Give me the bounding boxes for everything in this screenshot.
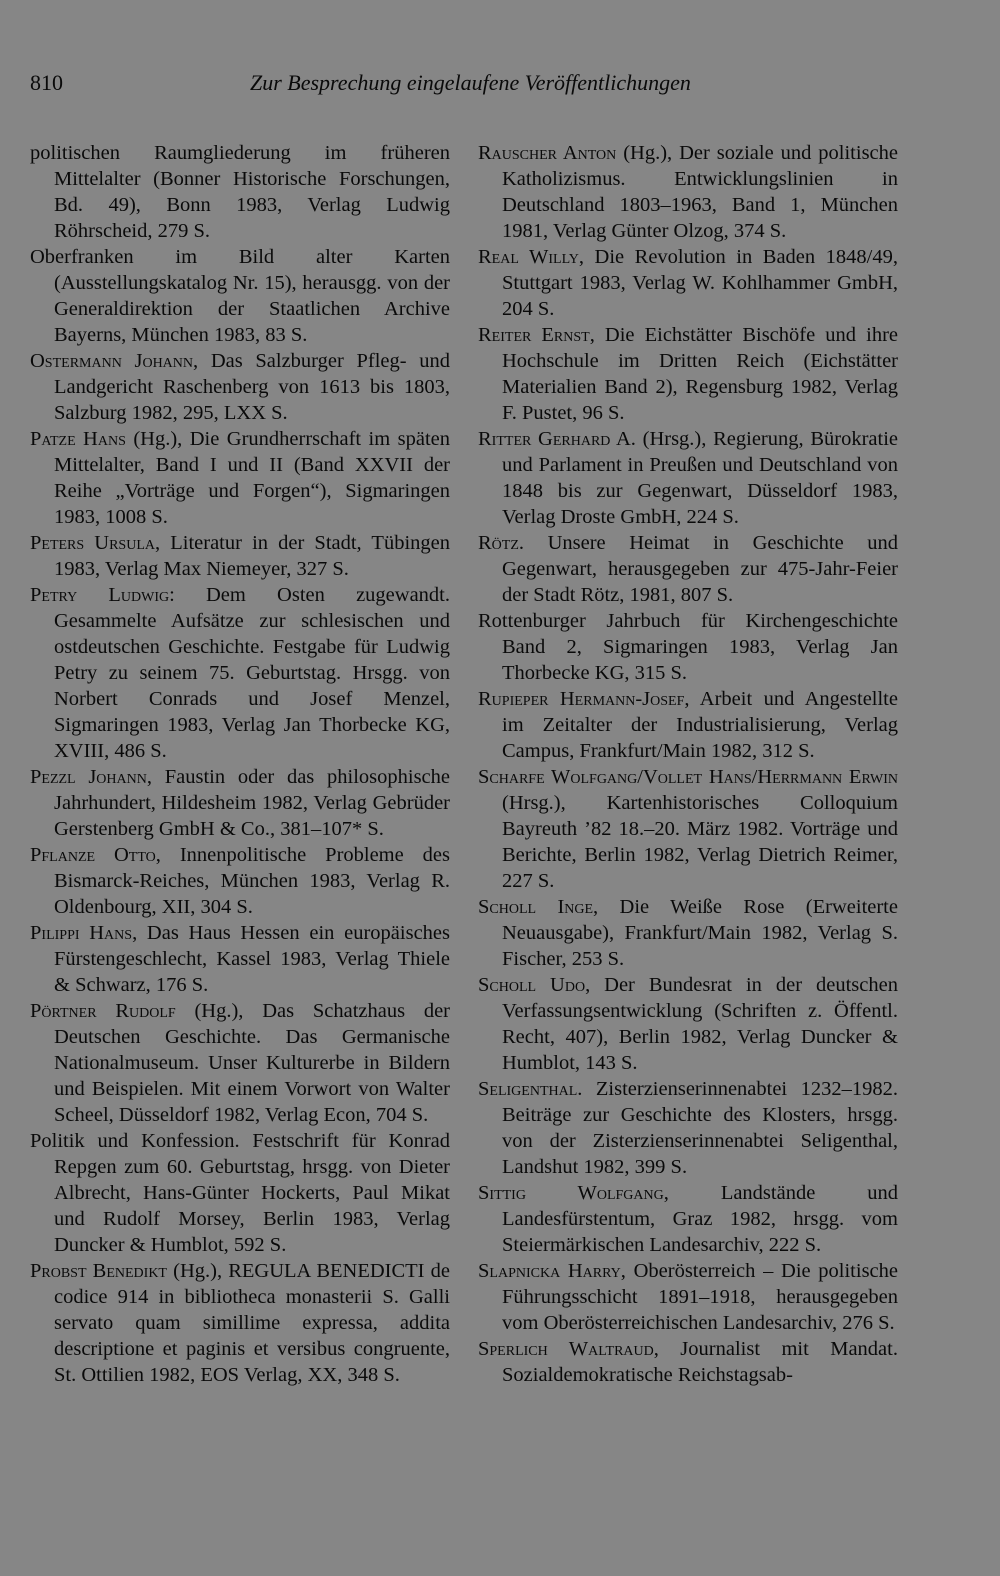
bibliography-entry <box>478 322 898 426</box>
bibliography-entry <box>478 894 898 972</box>
entry-author: Pilippi Hans <box>30 922 133 944</box>
entry-author: Ritter Gerhard <box>478 428 611 450</box>
entry-author: Pezzl Johann <box>30 766 147 788</box>
bibliography-entry <box>478 530 898 608</box>
entry-author: Probst Benedikt <box>30 1260 167 1282</box>
entry-text: , Die Eichstätter Bischöfe und ihre Hochschule im Dritten Reich (Eichstätter Materialien Band 2), Regensburg 1982, Verlag F. Pustet, 96 S. <box>502 324 898 424</box>
entry-author: Scholl Udo <box>478 974 586 996</box>
bibliography-entry <box>478 686 898 764</box>
entry-author: Pörtner Rudolf <box>30 1000 176 1022</box>
entry-text: (Hrsg.), Kartenhistorisches Colloquium Bayreuth ’82 18.–20. März 1982. Vorträge und Berichte, Berlin 1982, Verlag Dietrich Reimer, 227 S. <box>502 792 898 892</box>
bibliography-entry <box>30 348 450 426</box>
entry-author: Seligenthal <box>478 1078 578 1100</box>
entry-author: Real Willy <box>478 246 579 268</box>
entry-author: Rupieper Hermann-Josef <box>478 688 685 710</box>
bibliography-entry <box>30 920 450 998</box>
entry-text: Oberfranken im Bild alter Karten (Ausstellungskatalog Nr. 15), herausgg. von der Generaldirektion der Staatlichen Archive Bayerns, München 1983, 83 S. <box>30 246 450 346</box>
bibliography-entry <box>478 426 898 530</box>
entry-author: Scharfe Wolfgang/Vollet Hans/Herrmann Erwin <box>478 766 898 788</box>
entry-text: , Innenpolitische Probleme des Bismarck-Reiches, München 1983, Verlag R. Oldenbourg, XII, 304 S. <box>54 844 450 918</box>
bibliography-entry <box>30 530 450 582</box>
entry-author: Peters Ursula <box>30 532 155 554</box>
entry-author: Sperlich Waltraud <box>478 1338 654 1360</box>
entry-author: Rauscher Anton <box>478 142 617 164</box>
running-title: Zur Besprechung eingelaufene Veröffentlichungen <box>250 70 691 95</box>
entry-text: , Oberösterreich – Die politische Führungsschicht 1891–1918, herausgegeben vom Oberösterreichischen Landesarchiv, 276 S. <box>502 1260 899 1334</box>
entry-text: , Faustin oder das philosophische Jahrhundert, Hildesheim 1982, Verlag Gebrüder Gerstenberg GmbH & Co., 381–107* S. <box>54 766 450 840</box>
entry-author: Ostermann Johann <box>30 350 194 372</box>
bibliography-entry <box>30 764 450 842</box>
bibliography-entry <box>478 764 898 894</box>
entry-author: Petry Ludwig <box>30 584 170 606</box>
entry-text: : Dem Osten zugewandt. Gesammelte Aufsätze zur schlesischen und ostdeutschen Geschichte. Festgabe für Ludwig Petry zu seinem 75. Geburtstag. Hrsgg. von Norbert Conrads und Josef Menzel, Sigmaringen 1983, Verlag Jan Thorbecke KG, XVIII, 486 S. <box>54 584 450 762</box>
entry-text: , Landstände und Landesfürstentum, Graz 1982, hrsgg. vom Steiermärkischen Landesarchiv, 222 S. <box>502 1182 898 1256</box>
entry-text: Rottenburger Jahrbuch für Kirchengeschichte Band 2, Sigmaringen 1983, Verlag Jan Thorbecke KG, 315 S. <box>478 610 898 684</box>
entry-author: Scholl Inge <box>478 896 594 918</box>
entry-text: . Unsere Heimat in Geschichte und Gegenwart, herausgegeben zur 475-Jahr-Feier der Stadt Rötz, 1981, 807 S. <box>502 532 898 606</box>
bibliography-entry <box>30 1128 450 1258</box>
entry-text: (Hg.), Das Schatzhaus der Deutschen Geschichte. Das Germanische Nationalmuseum. Unser Kulturerbe in Bildern und Beispielen. Mit einem Vorwort von Walter Scheel, Düsseldorf 1982, Verlag Econ, 704 S. <box>54 1000 451 1126</box>
entry-text: , Die Weiße Rose (Erweiterte Neuausgabe), Frankfurt/Main 1982, Verlag S. Fischer, 253 S. <box>502 896 898 970</box>
bibliography-entry <box>30 998 450 1128</box>
bibliography-entry <box>478 972 898 1076</box>
entry-text: Politik und Konfession. Festschrift für Konrad Repgen zum 60. Geburtstag, hrsgg. von Dieter Albrecht, Hans-Günter Hockerts, Paul Mikat und Rudolf Morsey, Berlin 1983, Verlag Duncker & Humblot, 592 S. <box>30 1130 450 1256</box>
right-column <box>478 140 898 1388</box>
entry-text: (Hg.), REGULA BENEDICTI de codice 914 in bibliotheca monasterii S. Galli servato quam simillime expressa, addita descriptione et paginis et versibus congruente, St. Ottilien 1982, EOS Verlag, XX, 348 S. <box>54 1260 450 1386</box>
bibliography-entry <box>30 244 450 348</box>
entry-text: , Die Revolution in Baden 1848/49, Stuttgart 1983, Verlag W. Kohlhammer GmbH, 204 S. <box>502 246 898 320</box>
bibliography-entry <box>478 608 898 686</box>
entry-author: Sittig Wolfgang <box>478 1182 664 1204</box>
page-number: 810 <box>30 70 63 95</box>
bibliography-entry <box>478 1258 898 1336</box>
entry-text: , Das Salzburger Pfleg- und Landgericht Raschenberg von 1613 bis 1803, Salzburg 1982, 295, LXX S. <box>54 350 451 424</box>
entry-text: (Hg.), Die Grundherrschaft im späten Mittelalter, Band I und II (Band XXVII der Reihe „Vorträge und Forgen“), Sigmaringen 1983, 1008 S. <box>54 428 450 528</box>
bibliography-entry <box>30 842 450 920</box>
entry-text: (Hg.), Der soziale und politische Katholizismus. Entwicklungslinien in Deutschland 1803–1963, Band 1, München 1981, Verlag Günter Olzog, 374 S. <box>502 142 899 242</box>
entry-text: , Arbeit und Angestellte im Zeitalter der Industrialisierung, Verlag Campus, Frankfurt/Main 1982, 312 S. <box>502 688 898 762</box>
bibliography-entry <box>30 1258 450 1388</box>
bibliography-entry <box>478 244 898 322</box>
entry-author: Reiter Ernst <box>478 324 590 346</box>
entry-text: A. (Hrsg.), Regierung, Bürokratie und Parlament in Preußen und Deutschland von 1848 bis zur Gegenwart, Düsseldorf 1983, Verlag Droste GmbH, 224 S. <box>502 428 898 528</box>
entry-author: Slapnicka Harry <box>478 1260 621 1282</box>
entry-text: , Literatur in der Stadt, Tübingen 1983, Verlag Max Niemeyer, 327 S. <box>54 532 450 580</box>
entry-author: Rötz <box>478 532 519 554</box>
entry-text: . Zisterzienserinnenabtei 1232–1982. Beiträge zur Geschichte des Klosters, hrsgg. von der Zisterzienserinnenabtei Seligenthal, Landshut 1982, 399 S. <box>502 1078 898 1178</box>
bibliography-entry <box>478 1180 898 1258</box>
entry-text: , Das Haus Hessen ein europäisches Fürstengeschlecht, Kassel 1983, Verlag Thiele & Schwarz, 176 S. <box>54 922 450 996</box>
entry-text: politischen Raumgliederung im früheren Mittelalter (Bonner Historische Forschungen, Bd. 49), Bonn 1983, Verlag Ludwig Röhrscheid, 279 S. <box>30 142 450 242</box>
entry-text: , Der Bundesrat in der deutschen Verfassungsentwicklung (Schriften z. Öffentl. Recht, 407), Berlin 1982, Verlag Duncker & Humblot, 143 S. <box>502 974 898 1074</box>
entry-text: , Journalist mit Mandat. Sozialdemokratische Reichstagsab- <box>502 1338 898 1386</box>
bibliography-entry <box>30 140 450 244</box>
bibliography-entry <box>30 582 450 764</box>
left-column <box>30 140 450 1388</box>
bibliography-entry <box>30 426 450 530</box>
bibliography-entry <box>478 140 898 244</box>
entry-author: Pflanze Otto <box>30 844 156 866</box>
bibliography-entry <box>478 1076 898 1180</box>
bibliography-entry <box>478 1336 898 1388</box>
entry-author: Patze Hans <box>30 428 126 450</box>
